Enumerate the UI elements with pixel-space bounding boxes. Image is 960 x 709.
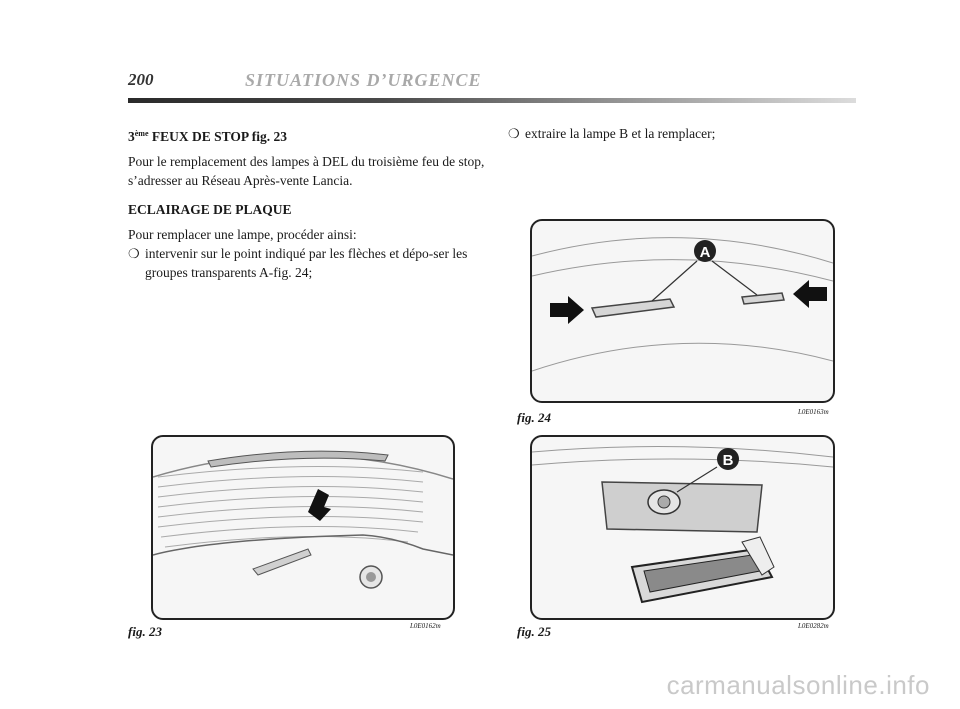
figure-23-code: L0E0162m (410, 622, 441, 630)
section-title: SITUATIONS D’URGENCE (245, 70, 482, 90)
bullet-text: extraire la lampe B et la remplacer; (525, 126, 716, 141)
right-column (508, 124, 870, 143)
figure-24-illustration (530, 219, 835, 403)
figure-25-code: L0E0282m (798, 622, 829, 630)
figure-24-code: L0E0163m (798, 408, 829, 416)
watermark: carmanualsonline.info (666, 670, 930, 700)
bullet-item (508, 124, 870, 143)
left-column (128, 124, 490, 282)
bullet-item (128, 244, 490, 282)
bullet-mark: ❍ (508, 126, 520, 141)
figure-23-caption: fig. 23 (128, 624, 162, 639)
header-rule (128, 98, 856, 103)
arrow-left-icon (793, 280, 827, 308)
figure-25-illustration (530, 435, 835, 620)
brake-light-paragraph: Pour le remplacement des lampes à DEL du troisième feu de stop, s’adresser au Réseau Après-vente Lancia. (128, 154, 485, 188)
plate-light-drawing (532, 221, 833, 401)
page-number: 200 (128, 70, 154, 89)
bullet-mark: ❍ (128, 246, 140, 261)
bulb-replacement-drawing (532, 437, 833, 618)
label-b-text: B (722, 452, 734, 469)
figure-23-illustration (151, 435, 455, 620)
third-brake-light-heading: 3ème FEUX DE STOP fig. 23 (128, 129, 288, 144)
arrow-right-icon (550, 296, 584, 324)
plate-light-heading: ECLAIRAGE DE PLAQUE (128, 202, 292, 217)
bullet-text: intervenir sur le point indiqué par les flèches et dépo-ser les groupes transparents A-fig. 24; (145, 246, 468, 280)
tailgate-drawing (153, 437, 453, 618)
figure-24-caption: fig. 24 (517, 410, 551, 425)
figure-25-caption: fig. 25 (517, 624, 551, 639)
label-a-text: A (699, 244, 711, 261)
plate-light-intro: Pour remplacer une lampe, procéder ainsi: (128, 227, 357, 242)
